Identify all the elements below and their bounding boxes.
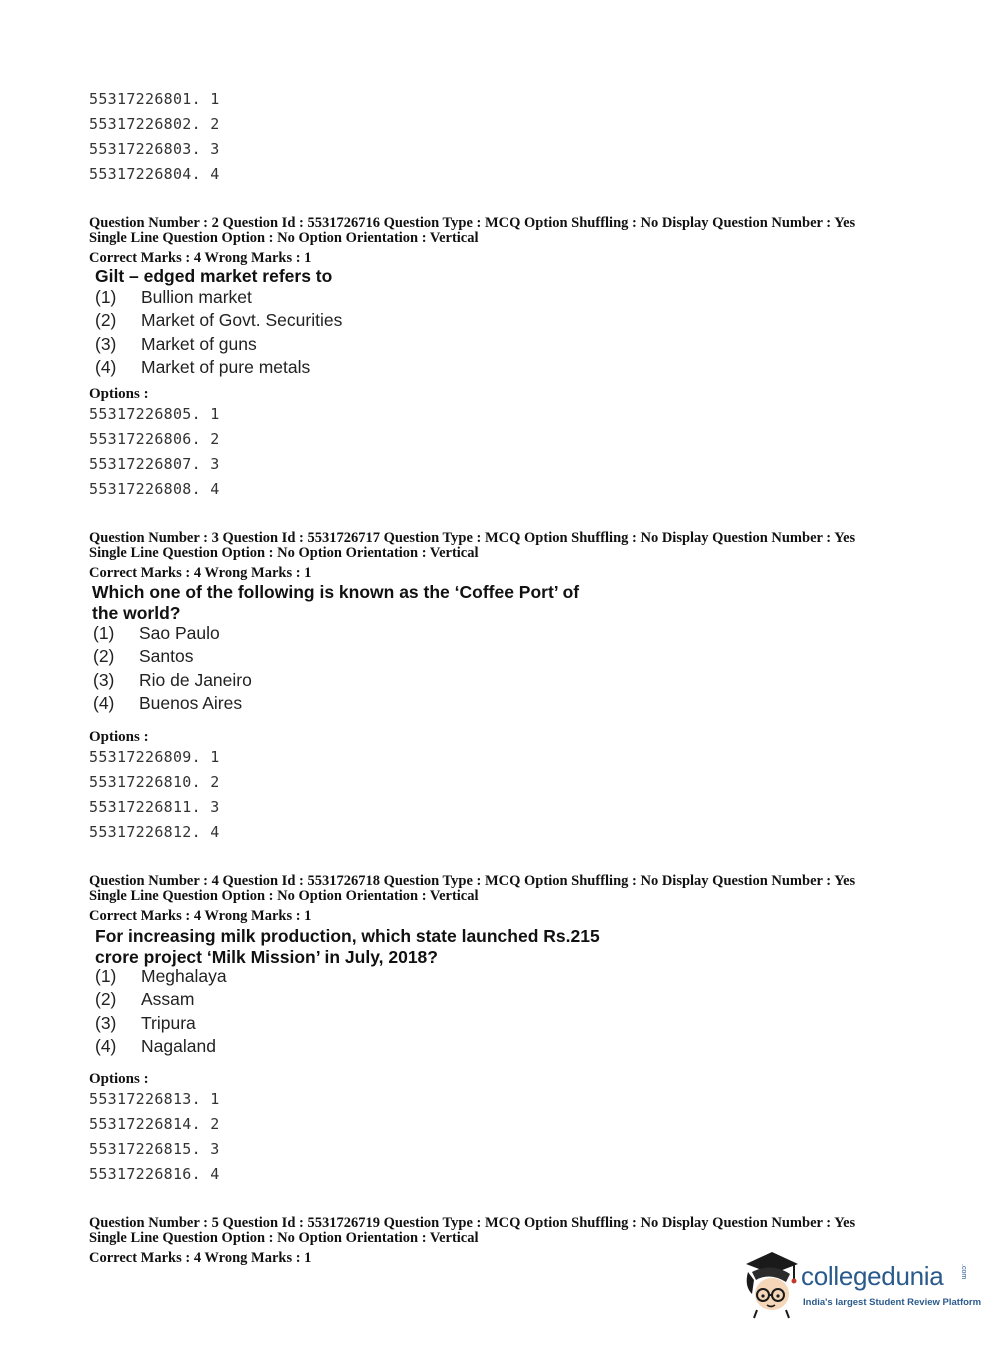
question-3-options-list	[89, 745, 220, 845]
choice-item	[95, 1012, 227, 1035]
choice-text: Assam	[141, 989, 195, 1010]
option-id: 55317226810. 2	[89, 773, 220, 791]
choice-text: Market of Govt. Securities	[141, 310, 343, 331]
options-label: Options :	[89, 1071, 149, 1087]
question-2-options-list	[89, 402, 220, 502]
choice-number: (4)	[93, 692, 115, 713]
options-label: Options :	[89, 729, 149, 745]
choice-text: Market of guns	[141, 333, 257, 354]
question-meta-2: Single Line Question Option : No Option Orientation : Vertical	[89, 230, 479, 246]
choice-number: (2)	[95, 310, 117, 331]
question-meta-2: Single Line Question Option : No Option Orientation : Vertical	[89, 888, 479, 904]
choice-item	[93, 622, 252, 645]
choice-item	[95, 965, 227, 988]
choice-text: Bullion market	[141, 287, 252, 307]
question-meta: Question Number : 3 Question Id : 5531726717 Question Type : MCQ Option Shuffling : No Display Question Number : Yes	[89, 530, 856, 546]
option-id: 55317226806. 2	[89, 430, 220, 448]
choice-number: (1)	[95, 287, 117, 307]
option-id: 55317226816. 4	[89, 1165, 220, 1183]
choice-number: (2)	[95, 989, 117, 1010]
question-meta: Question Number : 5 Question Id : 5531726719 Question Type : MCQ Option Shuffling : No Display Question Number : Yes	[89, 1215, 856, 1231]
choice-item	[95, 1035, 227, 1058]
question-text-line: crore project ‘Milk Mission’ in July, 2018?	[95, 947, 438, 967]
question-meta-2: Single Line Question Option : No Option Orientation : Vertical	[89, 1230, 479, 1246]
option-id: 55317226812. 4	[89, 823, 220, 841]
question-4-options-list	[89, 1087, 220, 1187]
choice-item	[95, 309, 342, 332]
option-id: 55317226802. 2	[89, 115, 220, 133]
question-marks: Correct Marks : 4 Wrong Marks : 1	[89, 1250, 312, 1266]
collegedunia-logo	[742, 1250, 982, 1320]
choice-number: (1)	[95, 966, 117, 986]
question-1-options-list	[89, 87, 220, 187]
question-marks: Correct Marks : 4 Wrong Marks : 1	[89, 908, 312, 924]
option-id: 55317226809. 1	[89, 748, 220, 766]
logo-tagline: India's largest Student Review Platform	[803, 1297, 982, 1308]
question-2-choices	[95, 286, 342, 379]
choice-number: (3)	[95, 1012, 117, 1033]
option-id: 55317226808. 4	[89, 480, 220, 498]
question-4-text	[95, 926, 600, 968]
logo-com-suffix: .com	[960, 1264, 967, 1280]
choice-item	[93, 645, 252, 668]
choice-text: Tripura	[141, 1012, 196, 1033]
question-2-text	[95, 266, 332, 287]
option-id: 55317226804. 4	[89, 165, 220, 183]
question-2-header	[89, 216, 855, 266]
question-text-line: the world?	[92, 603, 181, 623]
choice-text: Santos	[139, 646, 194, 667]
mascot-icon	[742, 1250, 800, 1320]
choice-item	[95, 286, 342, 309]
question-text-line: Gilt – edged market refers to	[95, 266, 333, 286]
choice-item	[93, 669, 252, 692]
choice-item	[95, 988, 227, 1011]
option-id: 55317226801. 1	[89, 90, 220, 108]
question-meta: Question Number : 4 Question Id : 5531726718 Question Type : MCQ Option Shuffling : No Display Question Number : Yes	[89, 873, 856, 889]
choice-text: Buenos Aires	[139, 692, 243, 713]
choice-number: (3)	[93, 669, 115, 690]
choice-number: (2)	[93, 646, 115, 667]
choice-number: (1)	[93, 623, 115, 643]
option-id: 55317226803. 3	[89, 140, 220, 158]
choice-item	[93, 692, 252, 715]
question-text-line: Which one of the following is known as the ‘Coffee Port’ of	[92, 582, 580, 602]
question-text-line: For increasing milk production, which state launched Rs.215	[95, 926, 600, 946]
choice-text: Sao Paulo	[139, 623, 220, 643]
question-4-choices	[95, 965, 227, 1058]
question-5-header	[89, 1216, 855, 1266]
choice-number: (4)	[95, 1035, 117, 1056]
choice-item	[95, 333, 342, 356]
choice-text: Market of pure metals	[141, 356, 311, 377]
question-4-header	[89, 874, 855, 924]
question-meta-2: Single Line Question Option : No Option Orientation : Vertical	[89, 545, 479, 561]
question-marks: Correct Marks : 4 Wrong Marks : 1	[89, 565, 312, 581]
option-id: 55317226813. 1	[89, 1090, 220, 1108]
question-meta: Question Number : 2 Question Id : 5531726716 Question Type : MCQ Option Shuffling : No Display Question Number : Yes	[89, 215, 856, 231]
choice-number: (3)	[95, 333, 117, 354]
choice-text: Rio de Janeiro	[139, 669, 252, 690]
option-id: 55317226815. 3	[89, 1140, 220, 1158]
choice-text: Meghalaya	[141, 966, 227, 986]
question-3-text	[92, 582, 579, 624]
question-marks: Correct Marks : 4 Wrong Marks : 1	[89, 250, 312, 266]
option-id: 55317226807. 3	[89, 455, 220, 473]
option-id: 55317226811. 3	[89, 798, 220, 816]
question-3-header	[89, 531, 855, 581]
choice-number: (4)	[95, 356, 117, 377]
choice-item	[95, 356, 342, 379]
logo-wordmark: collegedunia	[801, 1261, 944, 1291]
option-id: 55317226805. 1	[89, 405, 220, 423]
options-label: Options :	[89, 386, 149, 402]
option-id: 55317226814. 2	[89, 1115, 220, 1133]
choice-text: Nagaland	[141, 1035, 216, 1056]
question-3-choices	[93, 622, 252, 715]
